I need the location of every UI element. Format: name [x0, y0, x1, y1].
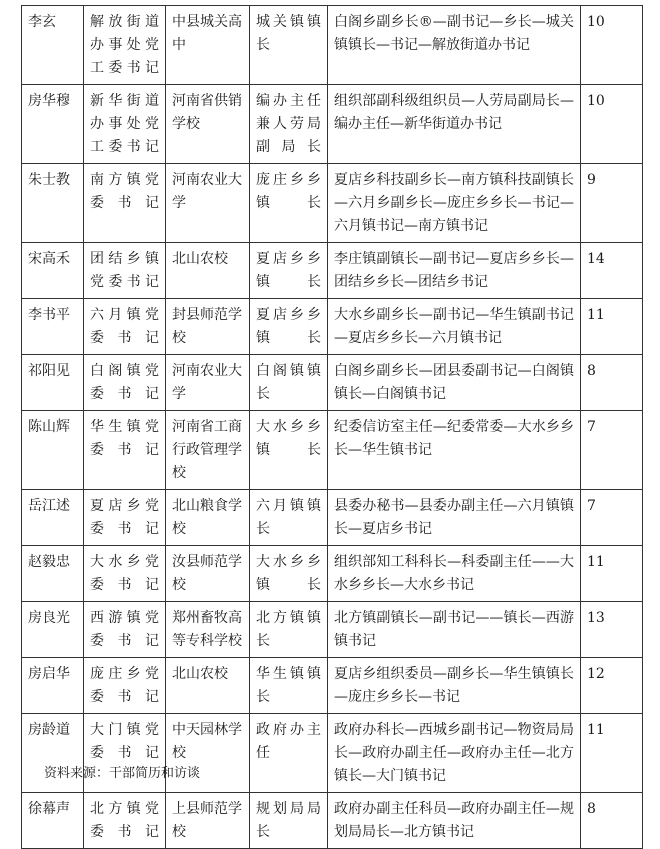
cell-years: 7	[581, 490, 643, 546]
cell-career-path: 北方镇副镇长—副书记——镇长—西游镇书记	[328, 602, 581, 658]
cell-years: 13	[581, 602, 643, 658]
cell-first-post: 规划局局长	[250, 793, 328, 849]
cell-post: 夏店乡党委书记	[84, 490, 166, 546]
cell-career-path: 县委办秘书—县委办副主任—六月镇镇长—夏店乡书记	[328, 490, 581, 546]
cell-career-path: 政府办副主任科员—政府办副主任—规划局局长—北方镇书记	[328, 793, 581, 849]
table-body	[22, 6, 643, 849]
table-row	[22, 490, 643, 546]
cell-post: 庞庄乡党委书记	[84, 658, 166, 714]
table-row	[22, 355, 643, 411]
cell-post: 团结乡镇党委书记	[84, 243, 166, 299]
cell-post: 北方镇党委书记	[84, 793, 166, 849]
cell-first-post: 白阁镇镇长	[250, 355, 328, 411]
cell-first-post: 政府办主任	[250, 714, 328, 793]
table-row	[22, 602, 643, 658]
cell-name: 朱士教	[22, 164, 84, 243]
cell-career-path: 大水乡副乡长—副书记—华生镇副书记—夏店乡乡长—六月镇书记	[328, 299, 581, 355]
cell-career-path: 组织部副科级组织员—人劳局副局长—编办主任—新华街道办书记	[328, 85, 581, 164]
cell-school: 封县师范学校	[166, 299, 250, 355]
cell-first-post: 六月镇镇长	[250, 490, 328, 546]
document-page	[21, 5, 642, 849]
table-row	[22, 411, 643, 490]
cell-career-path: 夏店乡组织委员—副乡长—华生镇镇长—庞庄乡乡长—书记	[328, 658, 581, 714]
cell-name: 赵毅忠	[22, 546, 84, 602]
table-row	[22, 299, 643, 355]
cell-years: 8	[581, 793, 643, 849]
cell-post: 解放街道办事处党工委书记	[84, 6, 166, 85]
cell-years: 8	[581, 355, 643, 411]
cell-post: 六月镇党委书记	[84, 299, 166, 355]
cell-name: 徐幕声	[22, 793, 84, 849]
cell-name: 岳江述	[22, 490, 84, 546]
cell-first-post: 大水乡乡镇长	[250, 546, 328, 602]
cell-school: 中县城关高中	[166, 6, 250, 85]
cell-career-path: 纪委信访室主任—纪委常委—大水乡乡长—华生镇书记	[328, 411, 581, 490]
cell-name: 房龄道	[22, 714, 84, 793]
cell-first-post: 城关镇镇长	[250, 6, 328, 85]
cell-years: 14	[581, 243, 643, 299]
cell-school: 北山农校	[166, 658, 250, 714]
table-row	[22, 164, 643, 243]
cell-first-post: 编办主任兼人劳局副局长	[250, 85, 328, 164]
cell-name: 房启华	[22, 658, 84, 714]
cell-post: 大门镇党委书记	[84, 714, 166, 793]
cell-name: 李书平	[22, 299, 84, 355]
cell-school: 郑州畜牧高等专科学校	[166, 602, 250, 658]
cell-first-post: 华生镇镇长	[250, 658, 328, 714]
source-note: 资料来源：干部简历和访谈	[44, 766, 201, 781]
cell-years: 11	[581, 714, 643, 793]
cell-years: 9	[581, 164, 643, 243]
cell-first-post: 北方镇镇长	[250, 602, 328, 658]
cell-career-path: 白阁乡副乡长—团县委副书记—白阁镇镇长—白阁镇书记	[328, 355, 581, 411]
cell-school: 河南农业大学	[166, 355, 250, 411]
cell-school: 河南省工商行政管理学校	[166, 411, 250, 490]
cell-name: 房良光	[22, 602, 84, 658]
cell-post: 华生镇党委书记	[84, 411, 166, 490]
table-row	[22, 793, 643, 849]
cell-school: 上县师范学校	[166, 793, 250, 849]
cell-school: 河南农业大学	[166, 164, 250, 243]
cell-first-post: 大水乡乡镇长	[250, 411, 328, 490]
cell-first-post: 夏店乡乡镇长	[250, 299, 328, 355]
cell-first-post: 夏店乡乡镇长	[250, 243, 328, 299]
cell-name: 李玄	[22, 6, 84, 85]
cell-post: 新华街道办事处党工委书记	[84, 85, 166, 164]
cell-post: 南方镇党委书记	[84, 164, 166, 243]
cadre-table	[21, 5, 643, 849]
cell-name: 陈山辉	[22, 411, 84, 490]
cell-school: 汝县师范学校	[166, 546, 250, 602]
table-row	[22, 6, 643, 85]
cell-years: 11	[581, 299, 643, 355]
cell-name: 祁阳见	[22, 355, 84, 411]
cell-school: 中天园林学校	[166, 714, 250, 793]
cell-post: 大水乡党委书记	[84, 546, 166, 602]
table-row	[22, 243, 643, 299]
cell-years: 7	[581, 411, 643, 490]
cell-career-path: 李庄镇副镇长—副书记—夏店乡乡长—团结乡乡长—团结乡书记	[328, 243, 581, 299]
cell-post: 西游镇党委书记	[84, 602, 166, 658]
cell-school: 北山农校	[166, 243, 250, 299]
cell-post: 白阁镇党委书记	[84, 355, 166, 411]
cell-years: 10	[581, 85, 643, 164]
cell-first-post: 庞庄乡乡镇长	[250, 164, 328, 243]
cell-school: 河南省供销学校	[166, 85, 250, 164]
cell-career-path: 夏店乡科技副乡长—南方镇科技副镇长—六月乡副乡长—庞庄乡乡长—书记—六月镇书记—南方镇书记	[328, 164, 581, 243]
cell-years: 12	[581, 658, 643, 714]
table-row	[22, 546, 643, 602]
table-row	[22, 658, 643, 714]
cell-years: 10	[581, 6, 643, 85]
table-row	[22, 85, 643, 164]
cell-years: 11	[581, 546, 643, 602]
cell-school: 北山粮食学校	[166, 490, 250, 546]
cell-career-path: 组织部知工科科长—科委副主任——大水乡乡长—大水乡书记	[328, 546, 581, 602]
cell-name: 宋高禾	[22, 243, 84, 299]
cell-career-path: 白阁乡副乡长®—副书记—乡长—城关镇镇长—书记—解放街道办书记	[328, 6, 581, 85]
cell-name: 房华穆	[22, 85, 84, 164]
cell-career-path: 政府办科长—西城乡副书记—物资局局长—政府办副主任—政府办主任—北方镇长—大门镇书记	[328, 714, 581, 793]
